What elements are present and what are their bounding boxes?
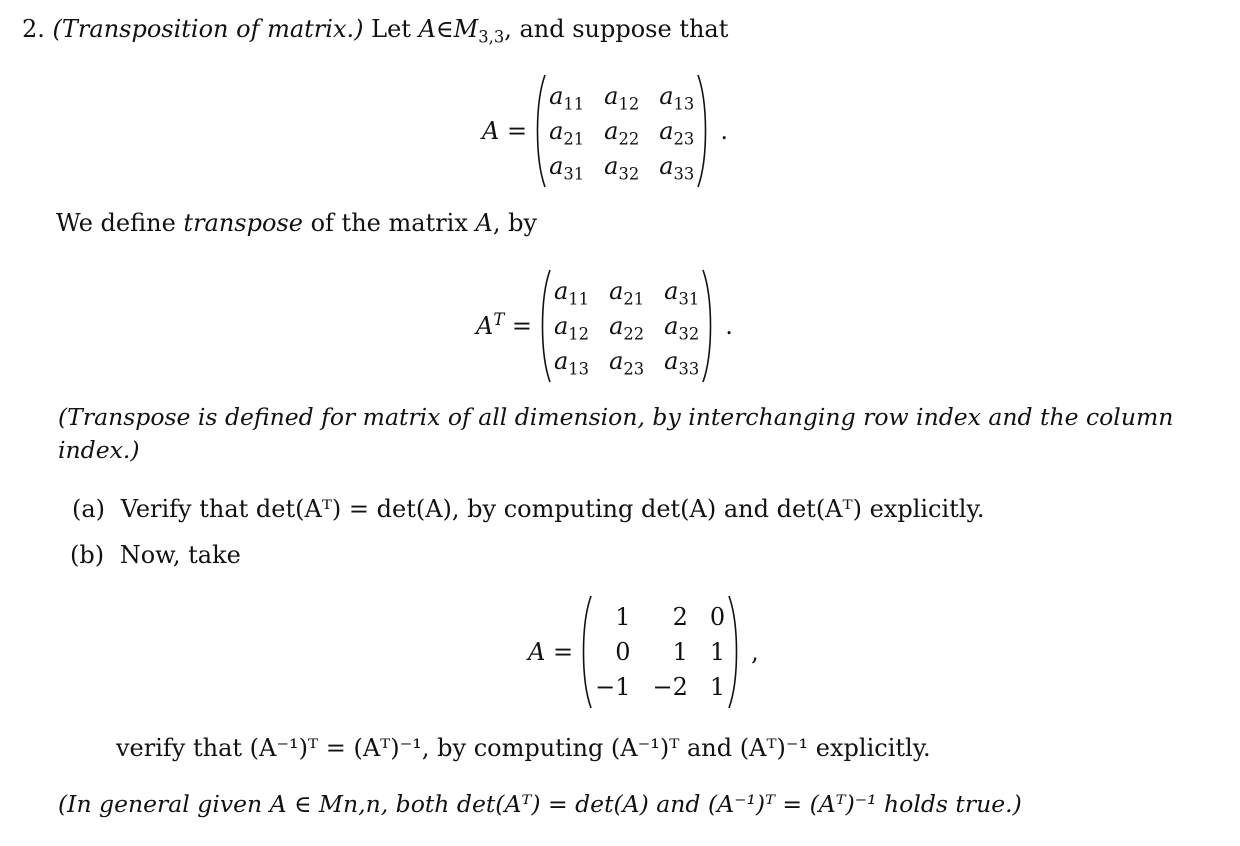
matrix-cell: $a_{22}$: [609, 311, 645, 344]
general-note: (In general given A ∈ Mn,n, both det(Aᵀ) = det(A) and (A⁻¹)ᵀ = (Aᵀ)⁻¹ holds true.): [58, 790, 1022, 818]
matrix-cell: $a_{22}$: [604, 116, 640, 149]
intro-M-subscript: 3,3: [478, 27, 505, 47]
matrix-B: [579, 594, 741, 710]
part-a: [72, 494, 984, 524]
matrix-cell: $a_{23}$: [659, 116, 695, 149]
matrix-B-punct: ,: [751, 638, 759, 666]
matrix-B-lhs: A =: [528, 638, 574, 666]
right-paren-icon: [727, 594, 741, 710]
matrix-A-lhs: A =: [482, 117, 528, 145]
transpose-note-line1: (Transpose is defined for matrix of all dimension, by interchanging row index and the column: [58, 403, 1174, 431]
matrix-B-grid: [593, 603, 727, 702]
matrix-cell: 1: [615, 602, 631, 631]
right-paren-icon: [701, 268, 715, 384]
matrix-cell: $a_{12}$: [604, 81, 640, 114]
part-a-label: (a): [72, 495, 106, 523]
left-paren-icon: [533, 73, 547, 189]
intro-text-2: , and suppose that: [504, 15, 729, 43]
matrix-cell: $a_{32}$: [664, 311, 700, 344]
matrix-cell: $a_{33}$: [664, 346, 700, 379]
verify-line: verify that (A⁻¹)ᵀ = (Aᵀ)⁻¹, by computing (A⁻¹)ᵀ and (Aᵀ)⁻¹ explicitly.: [116, 734, 931, 762]
define-term: transpose: [183, 209, 303, 237]
left-paren-icon: [579, 594, 593, 710]
matrix-A-display: [482, 73, 728, 189]
matrix-cell: $a_{33}$: [659, 151, 695, 184]
matrix-cell: $a_{11}$: [553, 276, 590, 309]
problem-header: [22, 14, 729, 47]
intro-var-M: M: [453, 15, 479, 43]
matrix-AT-lhs: $A^T$ =: [476, 310, 532, 340]
problem-title: (Transposition of matrix.): [52, 15, 364, 43]
problem-number: 2.: [22, 15, 45, 43]
matrix-cell: $a_{31}$: [549, 151, 585, 184]
define-text-2: of the matrix: [310, 209, 468, 237]
matrix-cell: 2: [672, 602, 688, 631]
right-paren-icon: [696, 73, 710, 189]
matrix-cell: −2: [652, 672, 688, 701]
matrix-A-punct: .: [720, 117, 728, 145]
matrix-cell: 0: [615, 637, 631, 666]
part-b-label: (b): [70, 541, 105, 569]
matrix-cell: $a_{32}$: [604, 151, 640, 184]
matrix-cell: $a_{21}$: [609, 276, 645, 309]
matrix-cell: $a_{23}$: [609, 346, 645, 379]
define-transpose-line: [56, 208, 537, 238]
matrix-cell: $a_{13}$: [553, 346, 590, 379]
matrix-cell: $a_{21}$: [549, 116, 585, 149]
define-var: A: [475, 209, 493, 237]
intro-in-symbol: ∈: [435, 15, 454, 43]
intro-var-A: A: [418, 15, 436, 43]
matrix-AT-punct: .: [725, 312, 733, 340]
matrix-cell: 1: [709, 637, 726, 666]
matrix-cell: $a_{31}$: [664, 276, 700, 309]
matrix-cell: 0: [709, 602, 726, 631]
matrix-cell: 1: [672, 637, 688, 666]
define-text-3: , by: [492, 209, 538, 237]
matrix-AT-grid: [552, 276, 701, 379]
matrix-A: [533, 73, 710, 189]
matrix-AT-display: [476, 268, 733, 384]
transpose-note-line2: index.): [58, 436, 140, 464]
define-text-1: We define: [56, 209, 176, 237]
part-b-text: Now, take: [119, 541, 241, 569]
matrix-cell: $a_{13}$: [659, 81, 695, 114]
left-paren-icon: [538, 268, 552, 384]
part-b: [70, 540, 241, 570]
matrix-cell: $a_{11}$: [549, 81, 585, 114]
matrix-cell: $a_{12}$: [553, 311, 590, 344]
matrix-A-grid: [547, 81, 696, 184]
part-a-text: Verify that det(Aᵀ) = det(A), by computing det(A) and det(Aᵀ) explicitly.: [120, 495, 985, 523]
matrix-cell: −1: [595, 672, 631, 701]
intro-text-1: Let: [371, 15, 411, 43]
matrix-AT: [538, 268, 715, 384]
matrix-cell: 1: [709, 672, 726, 701]
matrix-B-display: [528, 594, 759, 710]
